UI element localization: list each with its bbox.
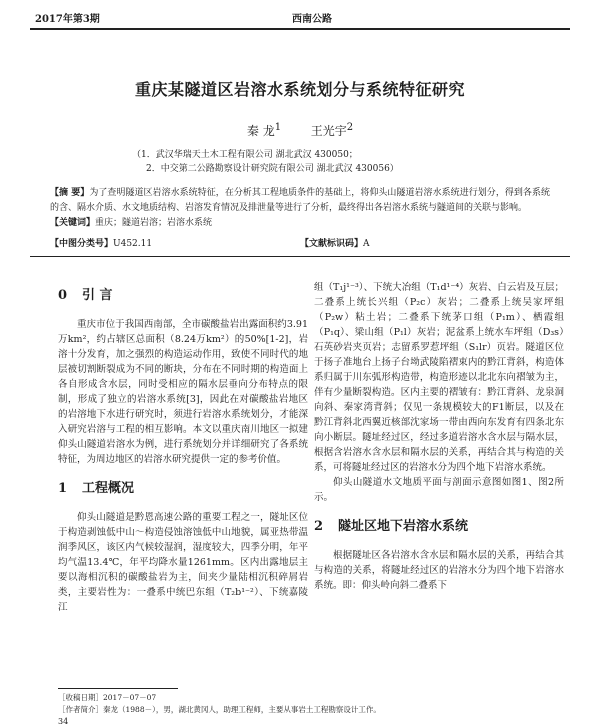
author-name: 秦 龙 — [246, 124, 275, 138]
abstract — [50, 186, 550, 216]
keywords-text: 重庆；隧道岩溶；岩溶水系统 — [95, 218, 213, 228]
right-column — [314, 280, 564, 593]
author-affiliation-mark: 2 — [346, 122, 354, 133]
author-list — [0, 122, 600, 139]
abstract-block — [50, 186, 550, 231]
paragraph: 组（T₁j¹⁻³）、下统大冶组（T₁d¹⁻⁴）灰岩、白云岩及互层；二叠系上统长兴组（P₂c）灰岩；二叠系上统吴家坪组（P₂w）粘土岩；二叠系下统茅口组（P₁m）、栖霞组（P₁q）、梁山组（P₁l）灰岩；泥盆系上统水车坪组（D₃s）石英砂岩夹页岩；志留系罗惹坪组（S₁lr）页岩。隧道区位于扬子准地台上扬子台坳武陵陷褶束内的黔江背斜，构造体系归属于川东弧形构造带，构造形迹以北北东向褶皱为主，伴有少量断裂构造。区内主要的褶皱有：黔江背斜、龙泉洞向斜、秦家湾背斜；仅见一条规模较大的F1断层，以及在黔江背斜北西翼近核部沈家场一带由西向东发育有四条北东向小断层。隧址经过区，经过多道岩溶水含水层与隔水层，根据含岩溶水含水层和隔水层的关系，再结合其与构造的关系，可将隧址经过区的岩溶水分为四个地下岩溶水系统。 — [314, 282, 564, 473]
abstract-label: 【摘 要】 — [50, 188, 90, 198]
keywords-label: 【关键词】 — [50, 218, 96, 228]
clc-code: 【中图分类号】U452.11 — [50, 239, 153, 249]
meta-rule — [30, 256, 570, 257]
abstract-text: 为了查明隧道区岩溶水系统特征，在分析其工程地质条件的基础上，将仰头山隧道岩溶水系统进行划分，得到各系统的含、隔水介质、水文地质结构、岩溶发育情况及排泄量等进行了分析，最终得出各岩溶水系统与隧道间的关联与影响。 — [50, 188, 550, 213]
journal-name: 西南公路 — [292, 14, 332, 25]
paragraph: 仰头山隧道是黔恩高速公路的重要工程之一，隧址区位于构造剥蚀低中山～构造侵蚀溶蚀低中山地貌，属亚热带温润季风区，该区内气候较湿润，湿度较大，四季分明，年平均气温13.4℃，年平均降水量1261mm。区内出露地层主要以海相沉积的碳酸盐岩为主，间夹少量陆相沉积碎屑岩类，主要岩性为：一叠系中统巴东组（T₂b¹⁻²）、下统嘉陵江 — [58, 512, 308, 613]
left-column — [58, 280, 308, 615]
author-name: 王光宇 — [310, 124, 347, 138]
paragraph: 仰头山隧道水文地质平面与剖面示意图如图1、图2所示。 — [314, 477, 564, 503]
header-rule — [30, 28, 570, 30]
paragraph: 重庆市位于我国西南部，全市碳酸盐岩出露面积约3.91万km²，约占辖区总面积（8.24万km²）的50%[1-2]，岩溶十分发育，加之强烈的构造运动作用，致使不同时代的地层被切割断裂成为不同的断块，分布在不同时期的构造面上各自形成含水层，同时受相应的隔水层垂向分布特点的限制，形成了独立的岩溶水系统[3]，因此在对碳酸盐岩地区的岩溶地下水进行研究时，须进行岩溶水系统划分，才能深入研究岩溶与工程的相互影响。本文以重庆南川地区一拟建仰头山隧道岩溶水为例，进行系统划分并详细研究了各系统特征，为周边地区的岩溶水研究提供一定的参考价值。 — [58, 319, 308, 465]
affiliation-line: 2．中交第二公路勘察设计研究院有限公司 湖北武汉 430056） — [146, 164, 399, 174]
paper-title: 重庆某隧道区岩溶水系统划分与系统特征研究 — [134, 80, 465, 99]
keywords — [50, 216, 550, 231]
section-heading-2: 2 隧址区地下岩溶水系统 — [314, 519, 469, 534]
section-heading-intro: 0 引 言 — [58, 288, 113, 303]
paragraph: 根据隧址区各岩溶水含水层和隔水层的关系，再结合其与构造的关系，将隧址经过区的岩溶水分为四个地下岩溶水系统。即：仰头岭向斜二叠系下 — [314, 550, 564, 591]
author-bio: ［作者简介］秦龙（1988－），男，湖北黄冈人，助理工程师，主要从事岩土工程勘察设计工作。 — [58, 705, 381, 714]
document-code: 【文献标识码】A — [300, 239, 370, 249]
affiliation-line: （1．武汉华瑞天土木工程有限公司 湖北武汉 430050； — [132, 150, 358, 160]
journal-issue: 2017年第3期 — [35, 14, 100, 25]
author-affiliation-mark: 1 — [274, 122, 282, 133]
received-date: ［收稿日期］2017－07－07 — [58, 693, 157, 702]
page-number: 34 — [58, 717, 69, 726]
footnote-rule — [58, 688, 178, 689]
section-heading-1: 1 工程概况 — [58, 481, 135, 496]
